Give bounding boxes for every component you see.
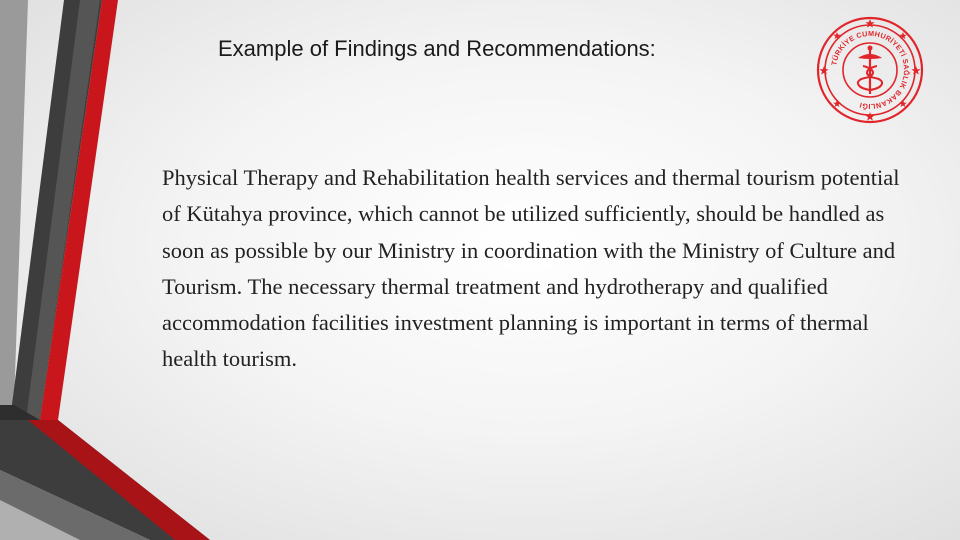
- svg-text:TÜRKİYE CUMHURİYETİ SAĞLIK BAK: TÜRKİYE CUMHURİYETİ SAĞLIK BAKANLIĞI: [829, 28, 912, 112]
- ministry-of-health-seal-icon: [814, 14, 926, 126]
- slide-title: Example of Findings and Recommendations:: [218, 36, 656, 61]
- body-paragraph: Physical Therapy and Rehabilitation health services and thermal tourism potential of Kütahya province, which cannot be utilized sufficiently, should be handled as soon as possible by our Ministry in coordination with the Ministry of Culture and Tourism. The necessary thermal treatment and hydrotherapy and qualified accommodation facilities investment planning is important in terms of thermal health tourism.: [162, 165, 900, 372]
